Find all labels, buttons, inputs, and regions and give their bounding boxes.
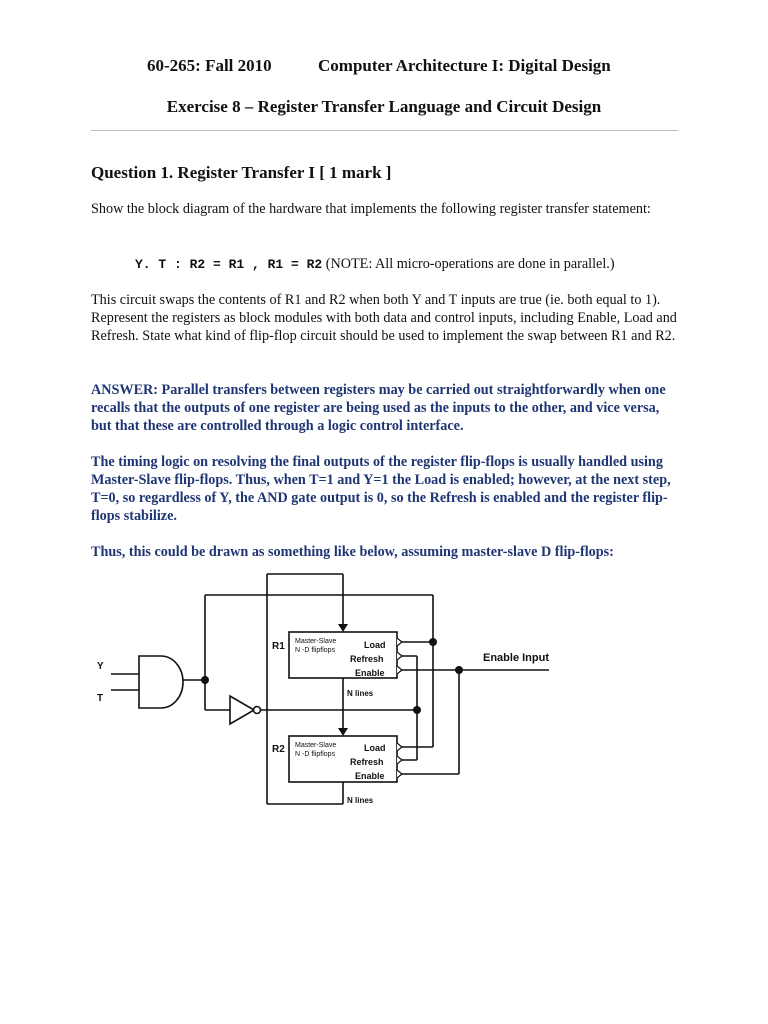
r2-refresh-port — [397, 756, 402, 764]
junction-and-output — [201, 676, 209, 684]
r2-enable-label: Enable — [355, 771, 385, 781]
r2-load-label: Load — [364, 743, 386, 753]
junction-refresh — [413, 706, 421, 714]
r2-enable-port — [397, 770, 402, 778]
rtl-statement-code: Y. T : R2 = R1 , R1 = R2 — [135, 257, 323, 272]
r1-refresh-label: Refresh — [350, 654, 384, 664]
r1-enable-port — [397, 666, 402, 674]
r1-input-arrow — [338, 624, 348, 632]
answer-paragraph-1: ANSWER: Parallel transfers between registers may be carried out straightforwardly when one recalls that the outputs of one register are being used as the inputs to the other, and vice versa, but that these are controlled through a logic control interface. — [91, 382, 666, 434]
r1-type-line2: N -D flipflops — [295, 647, 336, 654]
r2-nlines-label: N lines — [347, 796, 374, 805]
answer-paragraph-2: The timing logic on resolving the final outputs of the register flip-flops is usually handled using Master-Slave flip-flops. Thus, when T=1 and Y=1 the Load is enabled; however, at the next step, T=0, so regardless of Y, the AND gate output is 0, so the Refresh is enabled and the register flip-flops stabilize. — [91, 454, 671, 524]
r2-load-port — [397, 743, 402, 751]
rtl-statement — [135, 255, 695, 274]
junction-enable — [455, 666, 463, 674]
r2-type-line2: N -D flipflops — [295, 751, 336, 758]
enable-input-label: Enable Input — [483, 652, 549, 664]
question-intro: Show the block diagram of the hardware that implements the following register transfer statement: — [91, 201, 651, 217]
register-swap-circuit-diagram — [89, 570, 551, 810]
label-y: Y — [97, 661, 104, 672]
circuit-svg — [89, 570, 551, 810]
r1-refresh-port — [397, 652, 402, 660]
junction-load — [429, 638, 437, 646]
not-gate-symbol — [230, 696, 254, 724]
r2-refresh-label: Refresh — [350, 757, 384, 767]
label-r1: R1 — [272, 641, 285, 652]
header-divider — [91, 130, 678, 131]
r1-enable-label: Enable — [355, 668, 385, 678]
r2-input-arrow — [338, 728, 348, 736]
not-gate-bubble — [254, 707, 261, 714]
and-gate-symbol — [139, 656, 183, 708]
r1-load-port — [397, 638, 402, 646]
r1-type-line1: Master-Slave — [295, 638, 337, 645]
answer-paragraph-3: Thus, this could be drawn as something like below, assuming master-slave D flip-flops: — [91, 544, 614, 560]
course-code: 60-265: Fall 2010 — [147, 56, 272, 75]
r1-nlines-label: N lines — [347, 689, 374, 698]
label-r2: R2 — [272, 744, 285, 755]
rtl-statement-note: (NOTE: All micro-operations are done in parallel.) — [322, 256, 615, 272]
course-title: Computer Architecture I: Digital Design — [318, 56, 611, 75]
label-t: T — [97, 693, 104, 704]
question-description: This circuit swaps the contents of R1 and R2 when both Y and T inputs are true (ie. both equal to 1). Represent the registers as block modules with both data and control inputs, including Enable, Load and Refresh. State what kind of flip-flop circuit should be used to implement the swap between R1 and R2. — [91, 292, 677, 344]
question-heading: Question 1. Register Transfer I [ 1 mark ] — [91, 163, 392, 182]
r1-load-label: Load — [364, 640, 386, 650]
exercise-title: Exercise 8 – Register Transfer Language and Circuit Design — [166, 97, 602, 116]
r2-type-line1: Master-Slave — [295, 742, 337, 749]
